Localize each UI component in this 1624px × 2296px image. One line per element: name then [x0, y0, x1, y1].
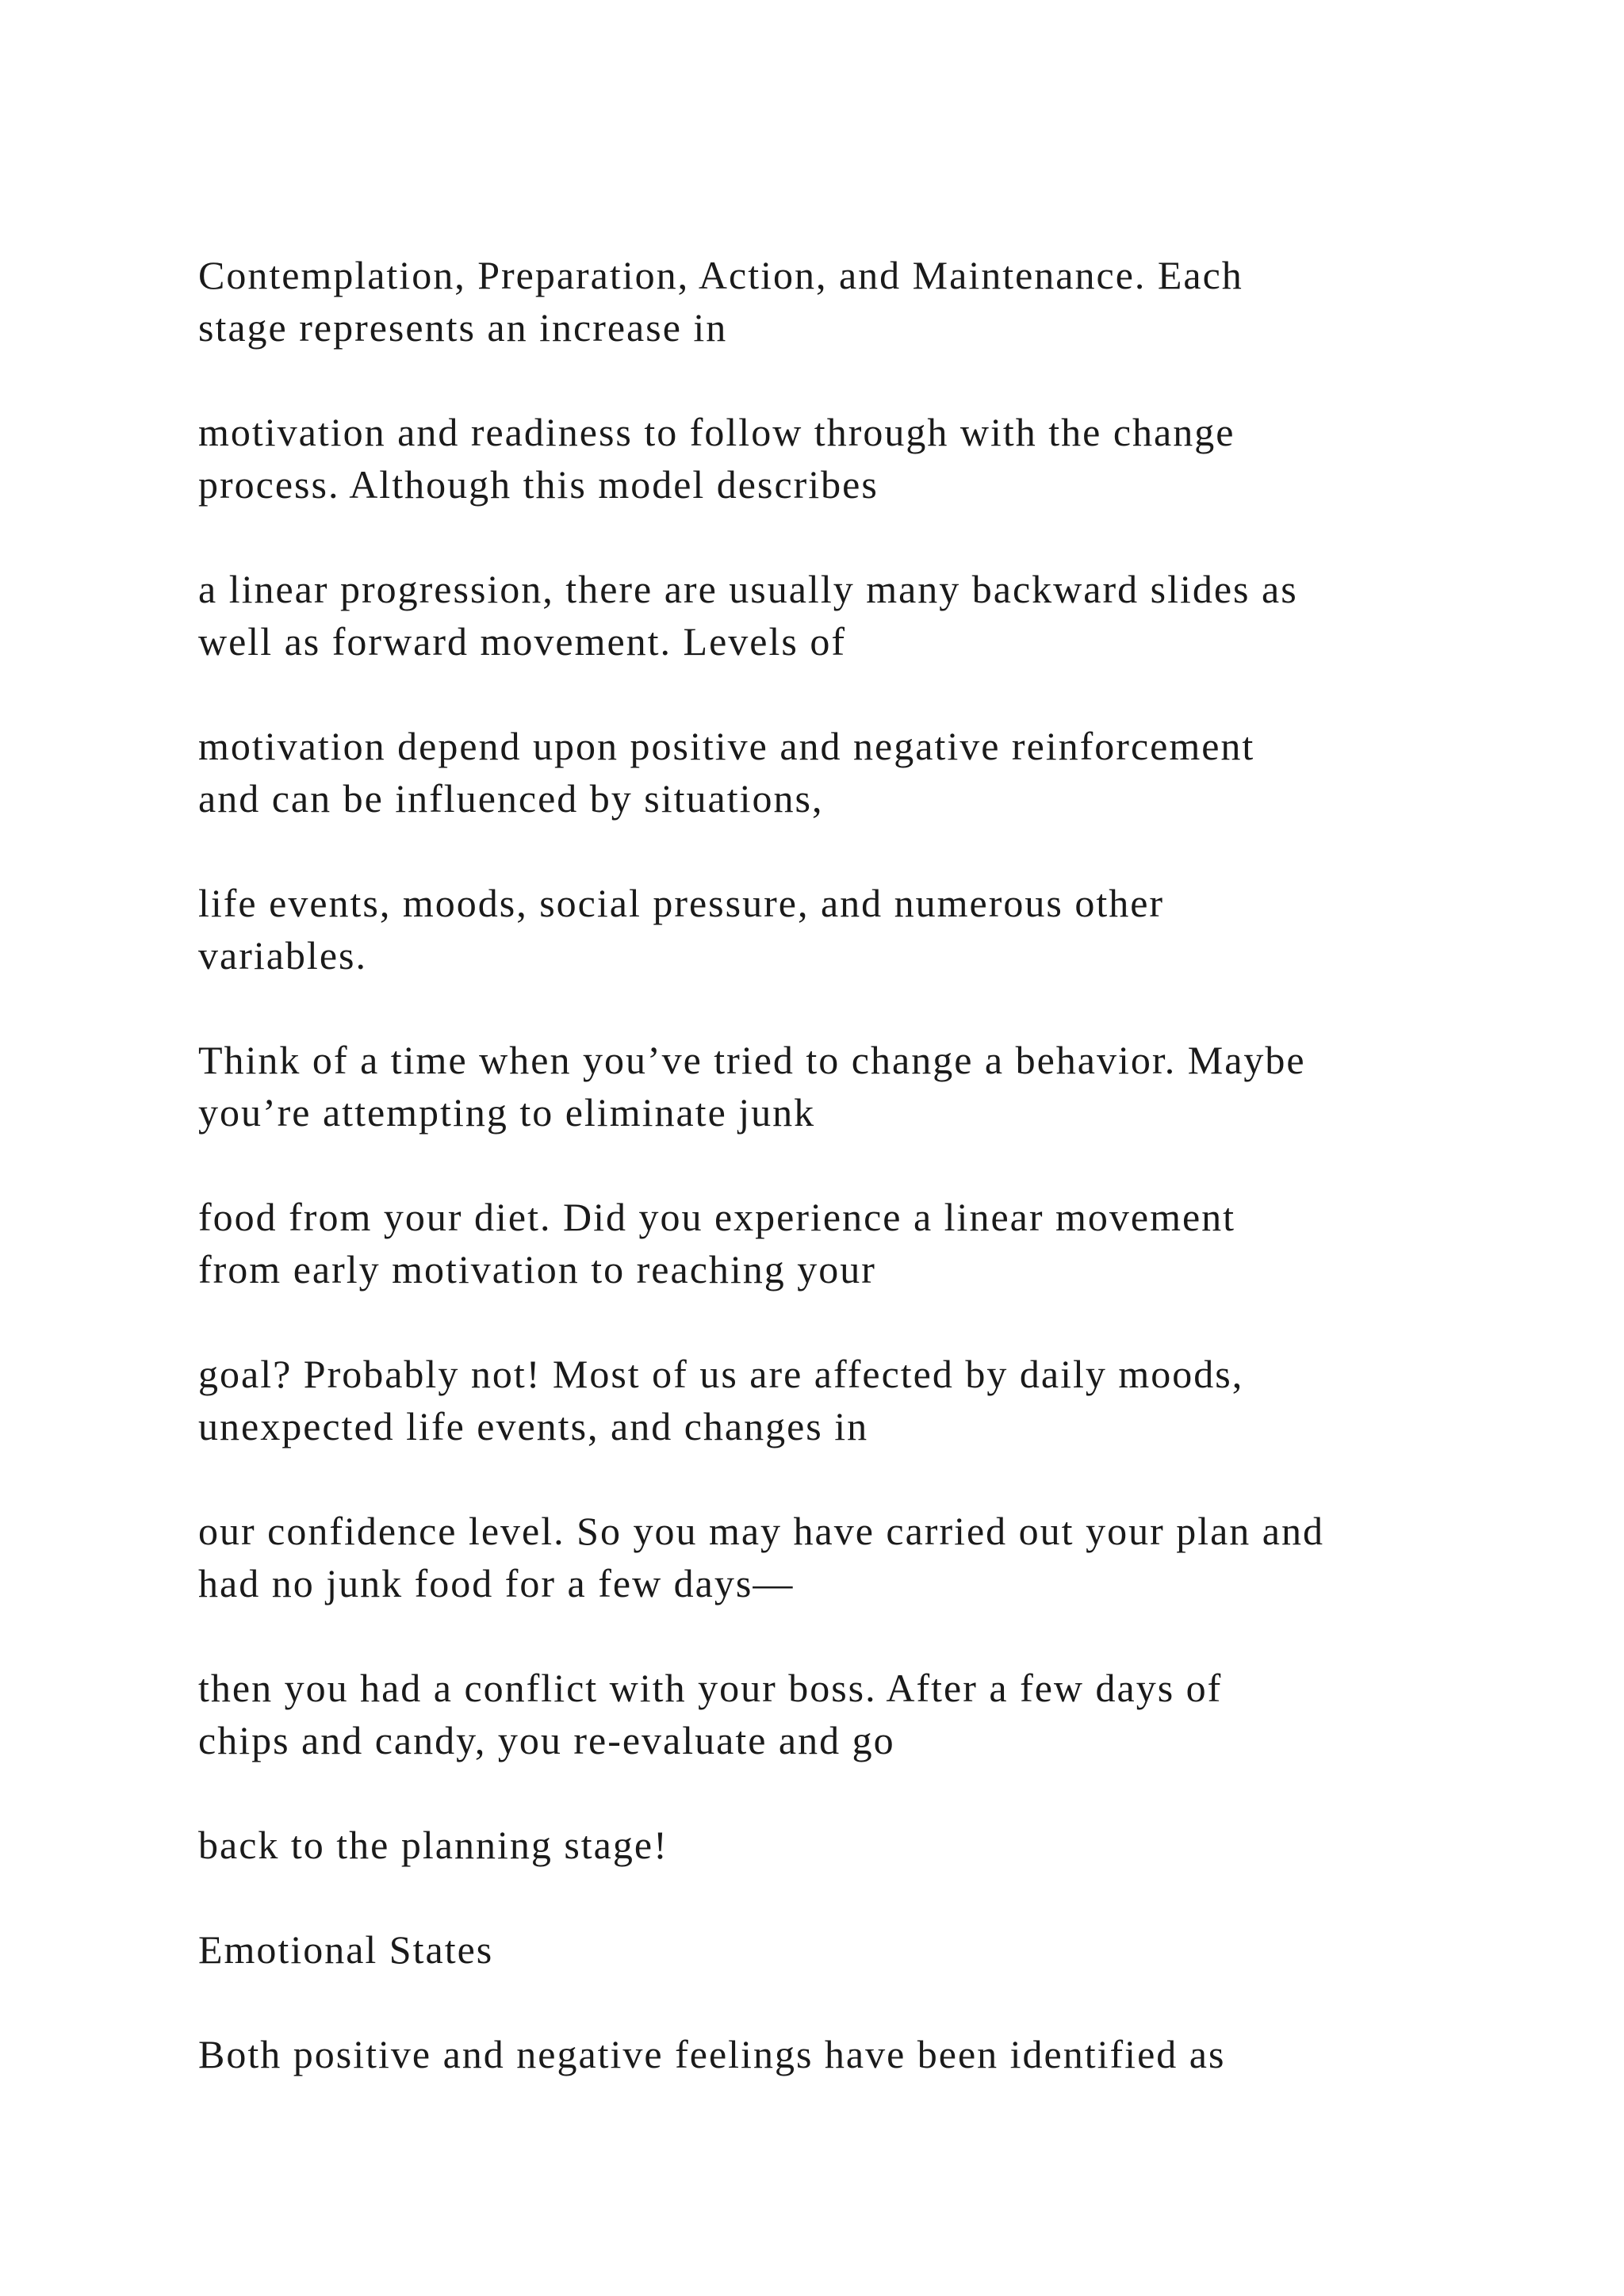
section-heading	[198, 1923, 1467, 1976]
paragraph	[198, 563, 1467, 668]
text-line: you’re attempting to eliminate junk	[198, 1090, 816, 1135]
paragraph	[198, 877, 1467, 982]
text-line: Think of a time when you’ve tried to change a behavior. Maybe	[198, 1038, 1306, 1082]
text-line: process. Although this model describes	[198, 462, 879, 507]
paragraph	[198, 1662, 1467, 1766]
paragraph	[198, 1819, 1467, 1871]
text-line: and can be influenced by situations,	[198, 776, 824, 821]
text-line: well as forward movement. Levels of	[198, 619, 846, 664]
text-line: variables.	[198, 933, 367, 978]
text-line: life events, moods, social pressure, and numerous other	[198, 881, 1165, 925]
text-line: motivation and readiness to follow through with the change	[198, 410, 1235, 454]
text-line: motivation depend upon positive and negative reinforcement	[198, 724, 1255, 768]
text-line: then you had a conflict with your boss. After a few days of	[198, 1666, 1223, 1710]
text-line: back to the planning stage!	[198, 1823, 668, 1867]
text-line: chips and candy, you re-evaluate and go	[198, 1718, 895, 1762]
text-line: from early motivation to reaching your	[198, 1247, 876, 1292]
paragraph	[198, 2028, 1467, 2080]
paragraph	[198, 406, 1467, 511]
paragraph	[198, 1505, 1467, 1609]
paragraph	[198, 1034, 1467, 1138]
text-line: stage represents an increase in	[198, 305, 728, 350]
text-line: Both positive and negative feelings have been identified as	[198, 2032, 1226, 2076]
paragraph	[198, 1191, 1467, 1295]
text-line: unexpected life events, and changes in	[198, 1404, 869, 1448]
text-line: a linear progression, there are usually many backward slides as	[198, 567, 1298, 611]
text-line: our confidence level. So you may have carried out your plan and	[198, 1509, 1324, 1553]
text-line: Contemplation, Preparation, Action, and Maintenance. Each	[198, 253, 1243, 297]
text-line: goal? Probably not! Most of us are affected by daily moods,	[198, 1352, 1244, 1396]
text-line: food from your diet. Did you experience a linear movement	[198, 1195, 1236, 1239]
heading-text: Emotional States	[198, 1927, 494, 1972]
paragraph	[198, 720, 1467, 825]
paragraph	[198, 249, 1467, 354]
paragraph	[198, 1348, 1467, 1452]
document-body	[198, 249, 1467, 2133]
text-line: had no junk food for a few days—	[198, 1561, 795, 1605]
